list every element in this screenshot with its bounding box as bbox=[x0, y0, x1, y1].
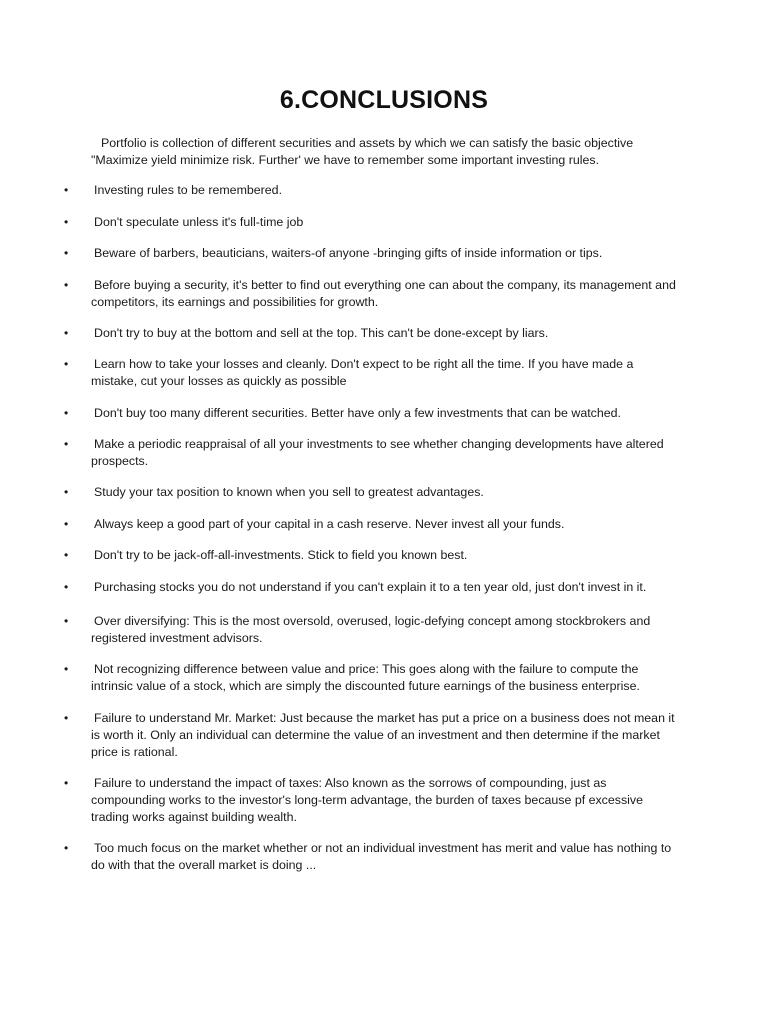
list-item-text: Learn how to take your losses and cleanly. Don't expect to be right all the time. If you have made a mistake, cut your losses as quickly as possible bbox=[91, 357, 634, 388]
bullet-icon: • bbox=[64, 841, 69, 855]
page-title: 6.CONCLUSIONS bbox=[279, 86, 489, 114]
bullet-icon: • bbox=[64, 485, 69, 499]
bullet-icon: • bbox=[64, 278, 69, 292]
list-item-text: Not recognizing difference between value and price: This goes along with the failure to compute the intrinsic value of a stock, which are simply the discounted future earnings of the business enterprise. bbox=[91, 662, 640, 693]
intro-paragraph bbox=[91, 135, 681, 169]
list-item-text: Purchasing stocks you do not understand if you can't explain it to a ten year old, just don't invest in it. bbox=[94, 580, 647, 594]
bullet-icon: • bbox=[64, 517, 69, 531]
bullet-icon: • bbox=[64, 183, 69, 197]
bullet-icon: • bbox=[64, 662, 69, 676]
list-item-text: Don't try to buy at the bottom and sell at the top. This can't be done-except by liars. bbox=[94, 326, 549, 340]
list-item-text: Study your tax position to known when you sell to greatest advantages. bbox=[94, 485, 484, 499]
list-item-text: Don't buy too many different securities. Better have only a few investments that can be watched. bbox=[94, 406, 621, 420]
list-item-text: Investing rules to be remembered. bbox=[94, 183, 283, 197]
list-item-text: Make a periodic reappraisal of all your investments to see whether changing developments have altered prospects. bbox=[91, 437, 664, 468]
list-item-text: Failure to understand Mr. Market: Just because the market has put a price on a business does not mean it is worth it. Only an individual can determine the value of an investment and then determine if the market price is rational. bbox=[91, 711, 675, 759]
bullet-icon: • bbox=[64, 437, 69, 451]
bullet-icon: • bbox=[64, 406, 69, 420]
bullet-icon: • bbox=[64, 357, 69, 371]
list-item-text: Too much focus on the market whether or not an individual investment has merit and value has nothing to do with that the overall market is doing ... bbox=[91, 841, 672, 872]
bullet-icon: • bbox=[64, 326, 69, 340]
bullet-icon: • bbox=[64, 548, 69, 562]
list-item-text: Don't speculate unless it's full-time job bbox=[94, 215, 304, 229]
list-item-text: Beware of barbers, beauticians, waiters-of anyone -bringing gifts of inside information or tips. bbox=[94, 246, 603, 260]
bullet-icon: • bbox=[64, 215, 69, 229]
list-item-text: Over diversifying: This is the most oversold, overused, logic-defying concept among stockbrokers and registered investment advisors. bbox=[91, 614, 651, 645]
bullet-icon: • bbox=[64, 614, 69, 628]
bullet-icon: • bbox=[64, 246, 69, 260]
list-item-text: Don't try to be jack-off-all-investments. Stick to field you known best. bbox=[94, 548, 468, 562]
bullet-icon: • bbox=[64, 776, 69, 790]
bullet-icon: • bbox=[64, 580, 69, 594]
intro-text: Portfolio is collection of different securities and assets by which we can satisfy the basic objective "Maximize yield minimize risk. Further' we have to remember some important investing rules. bbox=[91, 136, 634, 167]
bullet-icon: • bbox=[64, 711, 69, 725]
list-item-text: Before buying a security, it's better to find out everything one can about the company, its management and competitors, its earnings and possibilities for growth. bbox=[91, 278, 676, 309]
list-item-text: Always keep a good part of your capital in a cash reserve. Never invest all your funds. bbox=[94, 517, 565, 531]
list-item-text: Failure to understand the impact of taxes: Also known as the sorrows of compounding, just as compounding works to the investor's long-term advantage, the burden of taxes because pf excessive trading works against building wealth. bbox=[91, 776, 644, 824]
